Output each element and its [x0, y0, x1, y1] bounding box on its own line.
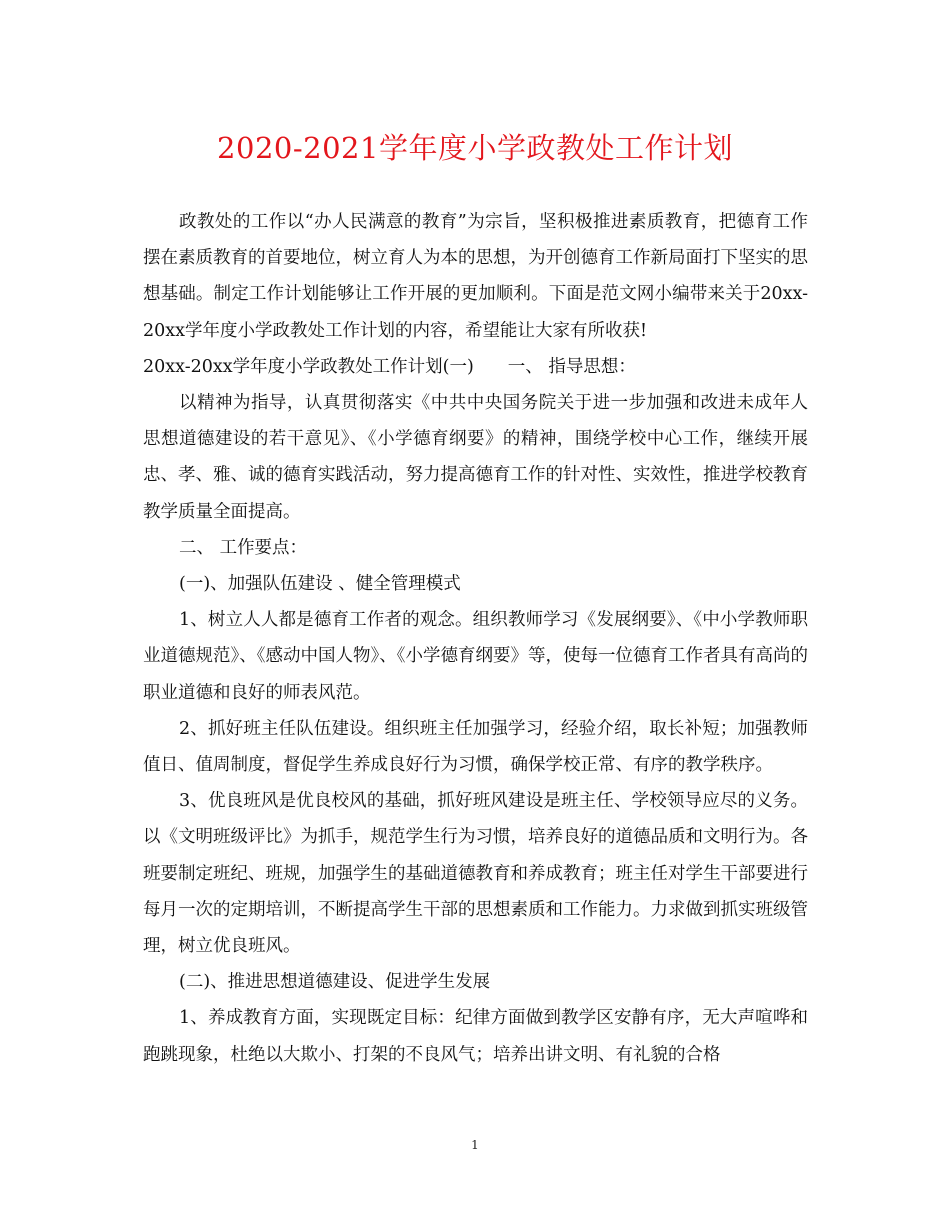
subsection-heading-team: (一)、加强队伍建设 、健全管理模式 — [179, 574, 461, 595]
page-number: 1 — [471, 1138, 479, 1152]
subsection-heading-moral: (二)、推进思想道德建设、促进学生发展 — [179, 972, 491, 993]
section-heading-work-points: 二、 工作要点： — [179, 537, 308, 558]
list-item-2: 2、抓好班主任队伍建设。组织班主任加强学习，经验介绍，取长补短；加强教师值日、值周制度，督促学生养成良好行为习惯，确保学校正常、有序的教学秩序。 — [143, 718, 808, 776]
list-item-4: 1、养成教育方面，实现既定目标：纪律方面做到教学区安静有序，无大声喧哗和跑跳现象，杜绝以大欺小、打架的不良风气；培养出讲文明、有礼貌的合格 — [143, 1008, 808, 1065]
guiding-paragraph: 以精神为指导，认真贯彻落实《中共中央国务院关于进一步加强和改进未成年人思想道德建设的若干意见》、《小学德育纲要》的精神，围绕学校中心工作，继续开展忠、孝、雅、诚的德育实践活动，努力提高德育工作的针对性、实效性，推进学校教育教学质量全面提高。 — [143, 393, 808, 522]
subtitle-line — [143, 349, 808, 385]
plan-subtitle: 20xx-20xx学年度小学政教处工作计划(一) — [143, 356, 474, 377]
list-item-3: 3、优良班风是优良校风的基础，抓好班风建设是班主任、学校领导应尽的义务。以《文明班级评比》为抓手，规范学生行为习惯，培养良好的道德品质和文明行为。各班要制定班纪、班规，加强学生的基础道德教育和养成教育；班主任对学生干部要进行每月一次的定期培训，不断提高学生干部的思想素质和工作能力。力求做到抓实班级管理，树立优良班风。 — [143, 791, 808, 957]
document-title: 2020-2021学年度小学政教处工作计划 — [217, 131, 733, 165]
list-item-1: 1、树立人人都是德育工作者的观念。组织教师学习《发展纲要》、《中小学教师职业道德规范》、《感动中国人物》、《小学德育纲要》等，使每一位德育工作者具有高尚的职业道德和良好的师表风范。 — [143, 610, 808, 703]
intro-paragraph: 政教处的工作以“办人民满意的教育”为宗旨，坚积极推进素质教育，把德育工作摆在素质教育的首要地位，树立育人为本的思想，为开创德育工作新局面打下坚实的思想基础。制定工作计划能够让工作开展的更加顺利。下面是范文网小编带来关于20xx-20xx学年度小学政教处工作计划的内容，希望能让大家有所收获! — [143, 212, 808, 341]
section-heading-guiding: 一、 指导思想： — [507, 356, 636, 377]
document-body — [143, 204, 808, 1073]
